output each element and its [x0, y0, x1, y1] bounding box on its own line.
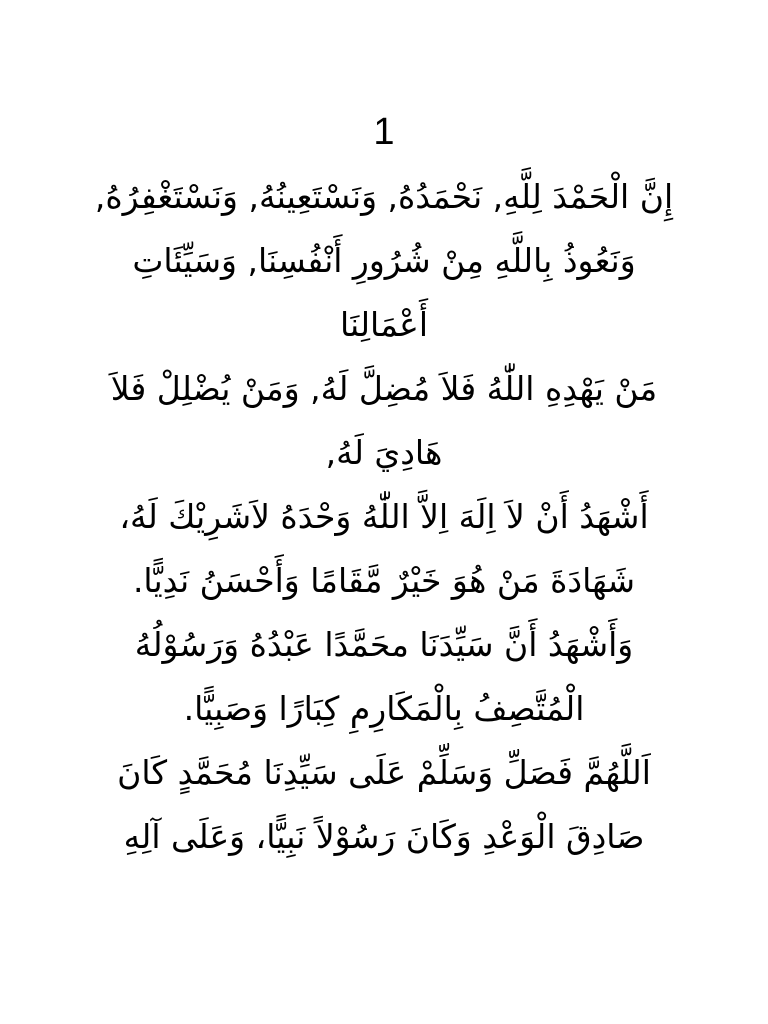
text-line: وَأَشْهَدُ أَنَّ سَيِّدَنَا محَمَّدًا عَبْدُهُ وَرَسُوْلُهُ: [134, 625, 634, 664]
text-line: هَادِيَ لَهُ,: [325, 433, 443, 472]
text-line: أَشْهَدُ أَنْ لاَ اِلَهَ اِلاَّ اللّٰهُ وَحْدَهُ لاَشَرِيْكَ لَهُ،: [119, 497, 649, 536]
text-line: الْمُتَّصِفُ بِالْمَكَارِمِ كِبَارًا وَصَبِيًّا.: [183, 689, 585, 728]
text-line: وَنَعُوذُ بِاللَّهِ مِنْ شُرُورِ أَنْفُسِنَا, وَسَيِّئَاتِ: [132, 241, 636, 280]
text-line: مَنْ يَهْدِهِ اللّٰهُ فَلاَ مُضِلَّ لَهُ, وَمَنْ يُضْلِلْ فَلاَ: [110, 369, 658, 408]
text-line: شَهَادَةَ مَنْ هُوَ خَيْرٌ مَّقَامًا وَأَحْسَنُ نَدِيًّا.: [132, 561, 636, 600]
text-line: إِنَّ الْحَمْدَ لِلَّهِ, نَحْمَدُهُ, وَنَسْتَعِينُهُ, وَنَسْتَغْفِرُهُ,: [94, 177, 674, 216]
page-number: 1: [373, 111, 395, 153]
text-line: أَعْمَالِنَا: [339, 305, 429, 344]
arabic-text-body: [60, 165, 708, 869]
text-line: صَادِقَ الْوَعْدِ وَكَانَ رَسُوْلاً نَبِيًّا، وَعَلَى آلِهِ: [123, 817, 645, 856]
text-line: اَللَّهُمَّ فَصَلِّ وَسَلِّمْ عَلَى سَيِّدِنَا مُحَمَّدٍ كَانَ: [117, 753, 651, 792]
